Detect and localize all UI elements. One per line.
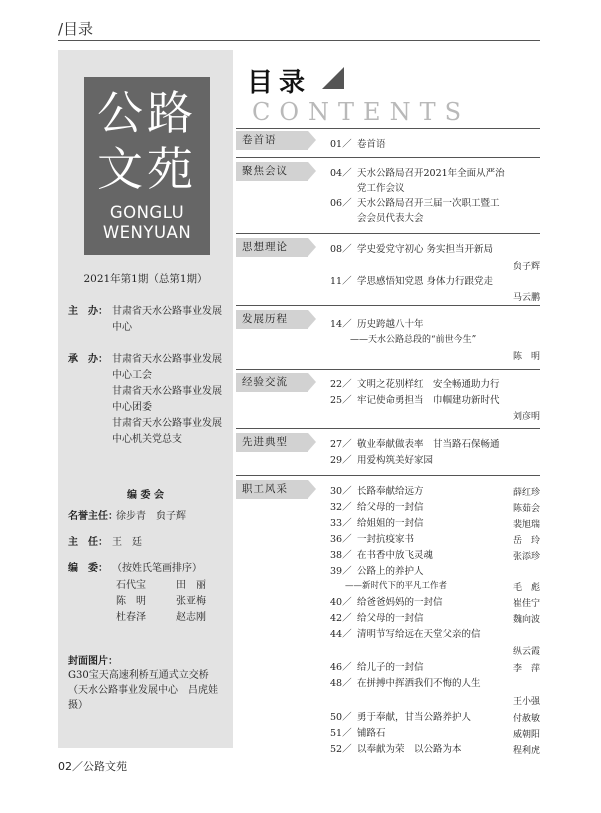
page-number: 44／: [330, 629, 352, 640]
section-tag: 发展历程: [236, 310, 308, 329]
section-divider: [236, 305, 540, 306]
entry-author: 马云鹏: [512, 293, 540, 303]
page-number: 11／: [330, 276, 352, 287]
organizer-1: 甘肃省天水公路事业发展中心工会: [112, 354, 222, 381]
entry-title: 天水公路局召开三届一次职工暨工会会员代表大会: [357, 198, 500, 224]
members-row: [68, 561, 230, 577]
members-label: 编 委：: [68, 563, 108, 574]
page-number: 22／: [330, 379, 352, 390]
toc-entry[interactable]: [330, 437, 540, 452]
organizer-label: 承 办：: [68, 354, 108, 365]
entry-author: 陈茹会: [512, 504, 540, 514]
toc-entry[interactable]: [330, 611, 540, 626]
logo-en-line2: WENYUAN: [102, 223, 192, 242]
section-tag: 思想理论: [236, 238, 308, 257]
toc-entry[interactable]: [330, 742, 540, 757]
toc-entry[interactable]: [330, 516, 540, 531]
toc-entry[interactable]: [330, 242, 540, 257]
contents-word: CONTENTS: [252, 98, 471, 126]
entry-title: 清明节写给远在天堂父亲的信: [357, 629, 481, 640]
member-name: 赵志刚: [176, 612, 206, 623]
entry-title: 历史跨越八十年: [357, 319, 424, 330]
organizer-row: [68, 352, 230, 445]
toc-entry[interactable]: [330, 627, 540, 642]
entry-title: 文明之花别样红 安全畅通助力行: [357, 379, 500, 390]
toc-entry[interactable]: [330, 660, 540, 675]
page-number: 04／: [330, 168, 352, 179]
member-name: 陈 明: [116, 596, 146, 607]
toc-entry[interactable]: [330, 710, 540, 725]
entry-subtitle: ——新时代下的平凡工作者: [345, 581, 448, 591]
entry-title: 一封抗疫家书: [357, 534, 415, 545]
page-number: 08／: [330, 244, 352, 255]
page-number: 06／: [330, 198, 352, 209]
section-divider: [236, 428, 540, 429]
organizer-list: [112, 352, 230, 448]
entry-author: 李 萍: [512, 664, 540, 674]
honorary-value: 徐步青 贠子辉: [116, 511, 186, 522]
cover-label: 封面图片：: [68, 656, 118, 667]
page-number: 48／: [330, 678, 352, 689]
entry-title: 天水公路局召开2021年全面从严治党工作会议: [357, 168, 505, 194]
honorary-label: 名誉主任：: [68, 511, 118, 522]
member-name: 张亚梅: [176, 596, 206, 607]
entry-title: 学思感悟知党恩 身体力行跟党走: [357, 276, 494, 287]
entry-author: 王小强: [512, 697, 540, 707]
toc-entry[interactable]: [330, 726, 540, 741]
page-number: 46／: [330, 662, 352, 673]
toc-entry[interactable]: [330, 548, 540, 563]
page-number: 42／: [330, 613, 352, 624]
entry-author: 张添珍: [512, 552, 540, 562]
entry-subtitle: ——天水公路总段的“前世今生”: [350, 335, 477, 345]
entry-author: 刘彦明: [512, 412, 540, 422]
member-name: 杜春泽: [116, 612, 146, 623]
entry-title: 给儿子的一封信: [357, 662, 424, 673]
section-divider: [236, 128, 540, 129]
entry-title: 给父母的一封信: [357, 502, 424, 513]
section-divider: [236, 233, 540, 234]
section-divider: [236, 475, 540, 476]
section-tag: 经验交流: [236, 373, 308, 392]
toc-entry[interactable]: [330, 137, 540, 152]
entry-title: 公路上的养护人: [357, 566, 424, 577]
page-number: 33／: [330, 518, 352, 529]
entry-title: 给姐姐的一封信: [357, 518, 424, 529]
page-number: 40／: [330, 597, 352, 608]
entry-title: 长路奉献给远方: [357, 486, 424, 497]
honorary-row: [68, 509, 230, 525]
page-number: 38／: [330, 550, 352, 561]
committee-title: 编 委 会: [127, 490, 164, 501]
logo-cn-line2: 文苑: [97, 142, 197, 196]
members-note: （按姓氏笔画排序）: [112, 563, 202, 574]
toc-entry[interactable]: [330, 532, 540, 547]
entry-title: 给爸爸妈妈的一封信: [357, 597, 443, 608]
entry-title: 在拼搏中挥洒我们不悔的人生: [357, 678, 481, 689]
page-footer: 02／公路文苑: [58, 760, 127, 773]
members-list: [116, 578, 236, 626]
toc-entry[interactable]: [330, 196, 540, 226]
sponsor-value: 甘肃省天水公路事业发展中心: [112, 306, 222, 333]
director-row: [68, 535, 230, 551]
sponsor-row: [68, 304, 230, 338]
toc-entry[interactable]: [330, 595, 540, 610]
entry-author: 纵云霞: [512, 647, 540, 657]
page-number: 51／: [330, 728, 352, 739]
toc-entry[interactable]: [330, 317, 540, 332]
page-number: 25／: [330, 395, 352, 406]
title-triangle-decoration: [322, 67, 344, 89]
toc-entry[interactable]: [330, 453, 540, 468]
section-tag: 聚焦会议: [236, 162, 308, 181]
issue-number: 2021年第1期（总第1期）: [83, 273, 208, 285]
header-divider: [58, 40, 540, 41]
page-title: 目录: [247, 68, 312, 98]
toc-entry[interactable]: [330, 676, 540, 691]
entry-author: 岳 玲: [512, 536, 540, 546]
page-number: 36／: [330, 534, 352, 545]
entry-author: 程利虎: [512, 746, 540, 756]
toc-entry[interactable]: [330, 484, 540, 499]
section-divider: [236, 157, 540, 158]
entry-author: 崔佳宁: [512, 599, 540, 609]
entry-title: 勇于奉献，甘当公路养护人: [357, 712, 472, 723]
entry-author: 贠子辉: [512, 262, 540, 272]
entry-title: 在书香中放飞灵魂: [357, 550, 434, 561]
member-name: 石代宝: [116, 580, 146, 591]
entry-author: 薛红珍: [512, 488, 540, 498]
sponsor-label: 主 办：: [68, 306, 108, 317]
section-tag: 职工风采: [236, 480, 308, 499]
entry-author: 付赦敏: [512, 714, 540, 724]
toc-entry[interactable]: [330, 393, 540, 408]
page-number: 29／: [330, 455, 352, 466]
entry-title: 学史爱党守初心 务实担当开新局: [357, 244, 494, 255]
toc-entry[interactable]: [330, 377, 540, 392]
toc-entry[interactable]: [330, 500, 540, 515]
director-value: 王 廷: [112, 537, 142, 548]
entry-author: 魏向波: [512, 615, 540, 625]
organizer-3: 甘肃省天水公路事业发展中心机关党总支: [112, 418, 222, 445]
page-number: 39／: [330, 566, 352, 577]
magazine-logo: [84, 77, 210, 255]
organizer-2: 甘肃省天水公路事业发展中心团委: [112, 386, 222, 413]
entry-title: 以奉献为荣 以公路为本: [357, 744, 462, 755]
section-divider: [236, 369, 540, 370]
section-header: /目录: [58, 20, 94, 38]
entry-author: 威朝阳: [512, 730, 540, 740]
section-tag: 卷首语: [236, 131, 308, 150]
logo-cn-line1: 公路: [97, 86, 197, 140]
entry-author: 毛 彪: [512, 583, 540, 593]
toc-entry[interactable]: [330, 274, 540, 289]
page-number: 30／: [330, 486, 352, 497]
toc-entry[interactable]: [330, 166, 540, 196]
page-number: 14／: [330, 319, 352, 330]
director-label: 主 任：: [68, 537, 108, 548]
cover-caption: G30宝天高速利桥互通式立交桥（天水公路事业发展中心 吕虎娃 摄）: [68, 670, 218, 711]
entry-title: 卷首语: [357, 139, 386, 150]
member-name: 田 丽: [176, 580, 206, 591]
entry-title: 用爱构筑美好家园: [357, 455, 434, 466]
page-number: 50／: [330, 712, 352, 723]
entry-author: 裴旭瑞: [512, 520, 540, 530]
page-number: 32／: [330, 502, 352, 513]
section-tag: 先进典型: [236, 433, 308, 452]
entry-title: 铺路石: [357, 728, 386, 739]
entry-title: 敬业奉献做表率 甘当路石保畅通: [357, 439, 500, 450]
page-number: 27／: [330, 439, 352, 450]
page-number: 52／: [330, 744, 352, 755]
logo-en-line1: GONGLU: [109, 203, 185, 222]
entry-title: 牢记使命勇担当 巾帼建功新时代: [357, 395, 500, 406]
entry-author: 陈 明: [512, 352, 540, 362]
toc-entry[interactable]: [330, 564, 540, 579]
entry-title: 给父母的一封信: [357, 613, 424, 624]
page-number: 01／: [330, 139, 352, 150]
